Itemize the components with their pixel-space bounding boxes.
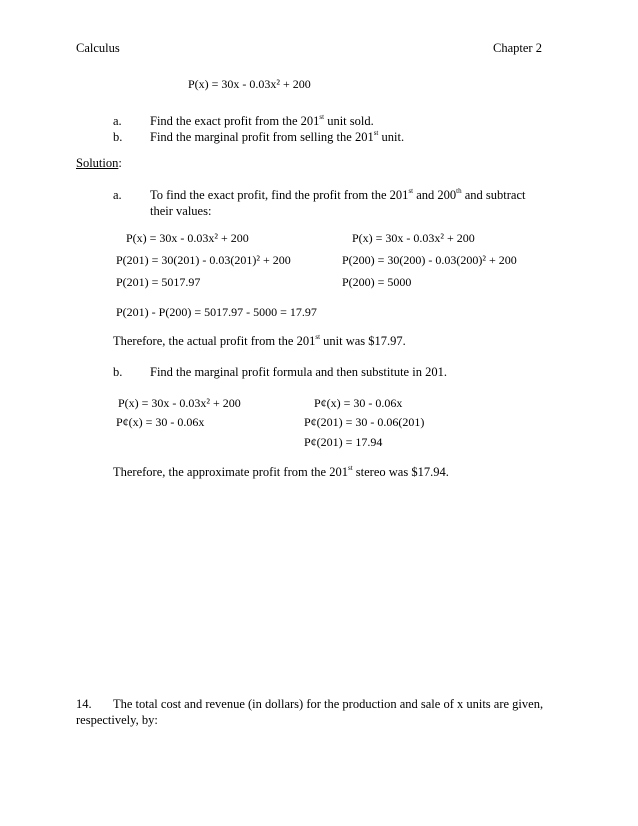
part-a-question-text: Find the exact profit from the 201: [150, 114, 320, 128]
b-conclusion-tail: stereo was $17.94.: [352, 465, 449, 479]
b-left-eq-1: P(x) = 30x - 0.03x² + 200: [118, 396, 241, 410]
part-a-question-tail: unit sold.: [324, 114, 374, 128]
a-right-eq-3: P(200) = 5000: [342, 275, 412, 289]
b-right-eq-2: P¢(201) = 30 - 0.06(201): [304, 415, 425, 429]
b-right-eq-1: P¢(x) = 30 - 0.06x: [314, 396, 403, 410]
a-right-eq-2: P(200) = 30(200) - 0.03(200)² + 200: [342, 253, 517, 267]
solution-heading: [76, 157, 122, 170]
b-conclusion-text: Therefore, the approximate profit from the 201: [113, 465, 348, 479]
solution-a-marker: a.: [113, 188, 122, 202]
solution-a-line2: their values:: [150, 204, 212, 218]
a-conclusion-tail: unit was $17.97.: [320, 334, 406, 348]
b-left-eq-2: P¢(x) = 30 - 0.06x: [116, 415, 205, 429]
a-left-eq-1: P(x) = 30x - 0.03x² + 200: [126, 231, 249, 245]
a-difference: P(201) - P(200) = 5017.97 - 5000 = 17.97: [116, 305, 317, 319]
part-b-question-sup: st: [373, 129, 379, 137]
solution-b-text: Find the marginal profit formula and then substitute in 201.: [150, 365, 447, 379]
solution-b-marker: b.: [113, 365, 123, 379]
part-b-question: [150, 131, 404, 144]
problem-14-number: 14.: [76, 697, 92, 711]
solution-label: Solution: [76, 156, 119, 170]
solution-a-line1-mid: and 200: [413, 188, 457, 202]
a-conclusion: [113, 335, 406, 348]
given-function: P(x) = 30x - 0.03x² + 200: [188, 77, 311, 91]
part-b-question-tail: unit.: [378, 130, 405, 144]
a-left-eq-3: P(201) = 5017.97: [116, 275, 201, 289]
b-conclusion: [113, 466, 449, 479]
solution-a-line1-tail: and subtract: [461, 188, 526, 202]
b-right-eq-3: P¢(201) = 17.94: [304, 435, 383, 449]
b-conclusion-sup: st: [347, 464, 353, 472]
problem-14-line1: The total cost and revenue (in dollars) for the production and sale of x units are given,: [113, 697, 544, 711]
solution-a-line1-text: To find the exact profit, find the profit from the 201: [150, 188, 409, 202]
part-a-marker: a.: [113, 114, 122, 128]
problem-14-line2: respectively, by:: [76, 713, 158, 727]
a-right-eq-1: P(x) = 30x - 0.03x² + 200: [352, 231, 475, 245]
a-conclusion-text: Therefore, the actual profit from the 201: [113, 334, 316, 348]
part-b-marker: b.: [113, 130, 123, 144]
solution-a-line1-sup1: st: [408, 187, 414, 195]
solution-a-line1: [150, 189, 526, 202]
solution-colon: :: [118, 156, 122, 170]
header-left: Calculus: [76, 41, 120, 55]
part-a-question-sup: st: [319, 113, 325, 121]
part-b-question-text: Find the marginal profit from selling the 201: [150, 130, 374, 144]
header-right: Chapter 2: [493, 41, 542, 55]
solution-a-line1-sup2: th: [456, 187, 462, 195]
a-left-eq-2: P(201) = 30(201) - 0.03(201)² + 200: [116, 253, 291, 267]
a-conclusion-sup: st: [315, 333, 321, 341]
part-a-question: [150, 115, 374, 128]
